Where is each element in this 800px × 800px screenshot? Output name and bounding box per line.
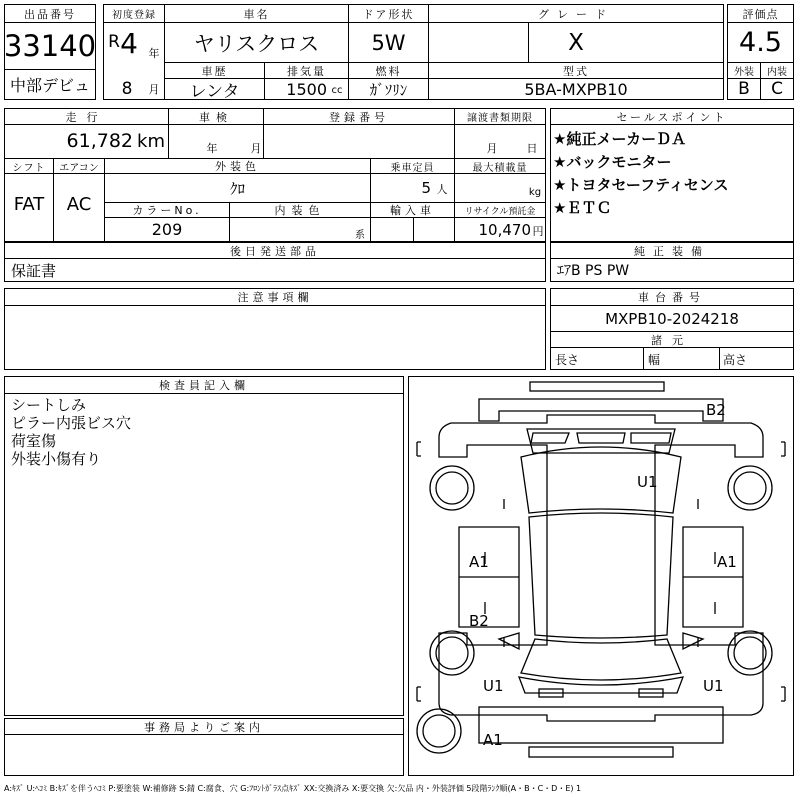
door-value: 5W <box>371 30 406 55</box>
capacity-label: 乗車定員 <box>371 159 454 173</box>
interior-label: 内装 <box>761 63 793 78</box>
exterior-grade: B <box>738 79 750 99</box>
sales-point-item: ★トヨタセーフティセンス <box>553 175 729 194</box>
int-color-label: 内装色 <box>230 203 370 217</box>
inspection-label: 車検 <box>169 109 263 124</box>
cc-unit: cc <box>331 84 343 96</box>
later-parts-value: 保証書 <box>11 261 57 280</box>
car-name-value: ヤリスクロス <box>193 31 320 56</box>
chassis-label: 車台番号 <box>551 289 793 305</box>
lot-no-label: 出品番号 <box>5 5 95 22</box>
inspector-note: ピラー内張ビス穴 <box>11 413 132 432</box>
history-value: レンタ <box>189 81 240 102</box>
car-name-label: 車名 <box>165 5 348 22</box>
length-label: 長さ <box>555 352 580 367</box>
ext-color-label: 外装色 <box>105 159 370 173</box>
door-label: ドア形状 <box>349 5 428 22</box>
people-unit: 人 <box>436 183 448 196</box>
lot-block <box>4 4 96 100</box>
model-value: 5BA-MXPB10 <box>524 79 628 99</box>
inspector-box <box>4 376 404 716</box>
sales-point-item: ★純正メーカーＤＡ <box>553 129 687 148</box>
car-outline <box>409 377 793 775</box>
aircon-label: エアコン <box>54 159 104 173</box>
damage-left-door: A1 <box>469 553 489 571</box>
month-value: 8 <box>121 79 133 99</box>
inspector-note: シートしみ <box>11 395 87 414</box>
chassis-box <box>550 288 794 370</box>
genuine-value: ｴｱB PS PW <box>557 263 630 279</box>
inspector-note: 外装小傷有り <box>11 449 102 468</box>
grade-label: グレード <box>429 5 723 22</box>
model-label: 型式 <box>429 63 723 78</box>
fuel-value: ｶﾞｿﾘﾝ <box>369 80 408 99</box>
lot-no-value: 33140 <box>3 29 97 63</box>
height-label: 高さ <box>723 352 748 367</box>
inspector-note: 荷室傷 <box>11 431 57 450</box>
fuel-label: 燃料 <box>349 63 428 78</box>
import-label: 輸入車 <box>371 203 454 217</box>
specs-label: 諸元 <box>551 332 793 347</box>
width-label: 幅 <box>648 352 661 367</box>
grade-value: X <box>568 29 584 56</box>
kg-unit: kg <box>528 186 542 198</box>
ext-color-value: ｸﾛ <box>229 179 245 198</box>
damage-left-front-door: B2 <box>469 612 489 630</box>
chassis-value: MXPB10-2024218 <box>605 309 739 328</box>
reg-no-label: 登録番号 <box>264 109 454 124</box>
recycle-value: 10,470 <box>478 220 531 239</box>
shift-value: FAT <box>13 193 45 215</box>
km-unit: km <box>137 130 165 152</box>
damage-front: A1 <box>483 731 503 749</box>
damage-rear: B2 <box>706 401 726 419</box>
venue-label: 中部デビュ <box>9 76 90 95</box>
genuine-equipment-box <box>550 242 794 282</box>
later-parts-box <box>4 242 546 282</box>
score-value: 4.5 <box>739 27 782 58</box>
sales-point-item: ★ＥＴＣ <box>553 198 612 217</box>
damage-right-front: U1 <box>703 677 724 695</box>
sales-point-item: ★バックモニター <box>553 152 672 171</box>
kei-unit: 系 <box>355 229 365 241</box>
displacement-label: 排気量 <box>265 63 348 78</box>
transfer-month-unit: 月 <box>486 142 498 155</box>
office-label: 事務局よりご案内 <box>5 719 403 734</box>
sales-points-box <box>550 108 794 242</box>
aircon-value: AC <box>66 193 92 215</box>
later-parts-label: 後日発送部品 <box>5 243 545 258</box>
genuine-label: 純正装備 <box>551 243 793 258</box>
color-no-value: 209 <box>151 220 183 239</box>
history-label: 車歴 <box>165 63 264 78</box>
max-load-label: 最大積載量 <box>455 159 545 173</box>
damage-diagram <box>408 376 794 776</box>
damage-right-door: A1 <box>717 553 737 571</box>
office-box <box>4 718 404 776</box>
sales-points-label: セールスポイント <box>551 109 793 124</box>
mileage-value: 61,782 <box>66 130 133 152</box>
first-reg-label: 初度登録 <box>104 5 164 22</box>
shift-label: シフト <box>5 159 53 173</box>
interior-grade: C <box>771 79 783 99</box>
score-label: 評価点 <box>728 5 793 22</box>
damage-left-front: U1 <box>483 677 504 695</box>
transfer-day-label: 日 <box>526 142 538 155</box>
damage-roof: U1 <box>637 473 658 491</box>
displacement-value: 1500 <box>286 79 327 99</box>
notes-label: 注意事項欄 <box>5 289 545 305</box>
capacity-value: 5 <box>421 179 431 197</box>
year-unit: 年 <box>148 47 160 60</box>
mileage-label: 走行 <box>5 109 168 124</box>
vehicle-info-grid <box>103 4 724 100</box>
era-value: R <box>108 32 120 52</box>
recycle-label: リサイクル預託金 <box>455 203 545 217</box>
score-block <box>727 4 794 100</box>
inspection-year-unit: 年 <box>206 142 218 155</box>
details-grid <box>4 108 546 242</box>
legend-text: A:ｷｽﾞ U:ﾍｺﾐ B:ｷｽﾞを伴うﾍｺﾐ P:要塗装 W:補修跡 S:錆 C:腐食、穴 G:ﾌﾛﾝﾄｶﾞﾗｽ点ｷｽﾞ XX:交換済み X:要交換 欠:欠品 内・外装評価 5段階ﾗﾝｸ順(A・B・C・D・E) 1 <box>4 783 582 793</box>
year-value: 4 <box>120 26 138 60</box>
inspector-label: 検査員記入欄 <box>5 377 403 393</box>
inspection-month-unit: 月 <box>250 142 262 155</box>
transfer-label: 譲渡書類期限 <box>455 109 545 124</box>
month-unit: 月 <box>148 83 160 96</box>
color-no-label: カラーNo. <box>105 203 229 217</box>
notes-box <box>4 288 546 370</box>
yen-unit: 円 <box>532 225 544 238</box>
exterior-label: 外装 <box>728 63 760 78</box>
